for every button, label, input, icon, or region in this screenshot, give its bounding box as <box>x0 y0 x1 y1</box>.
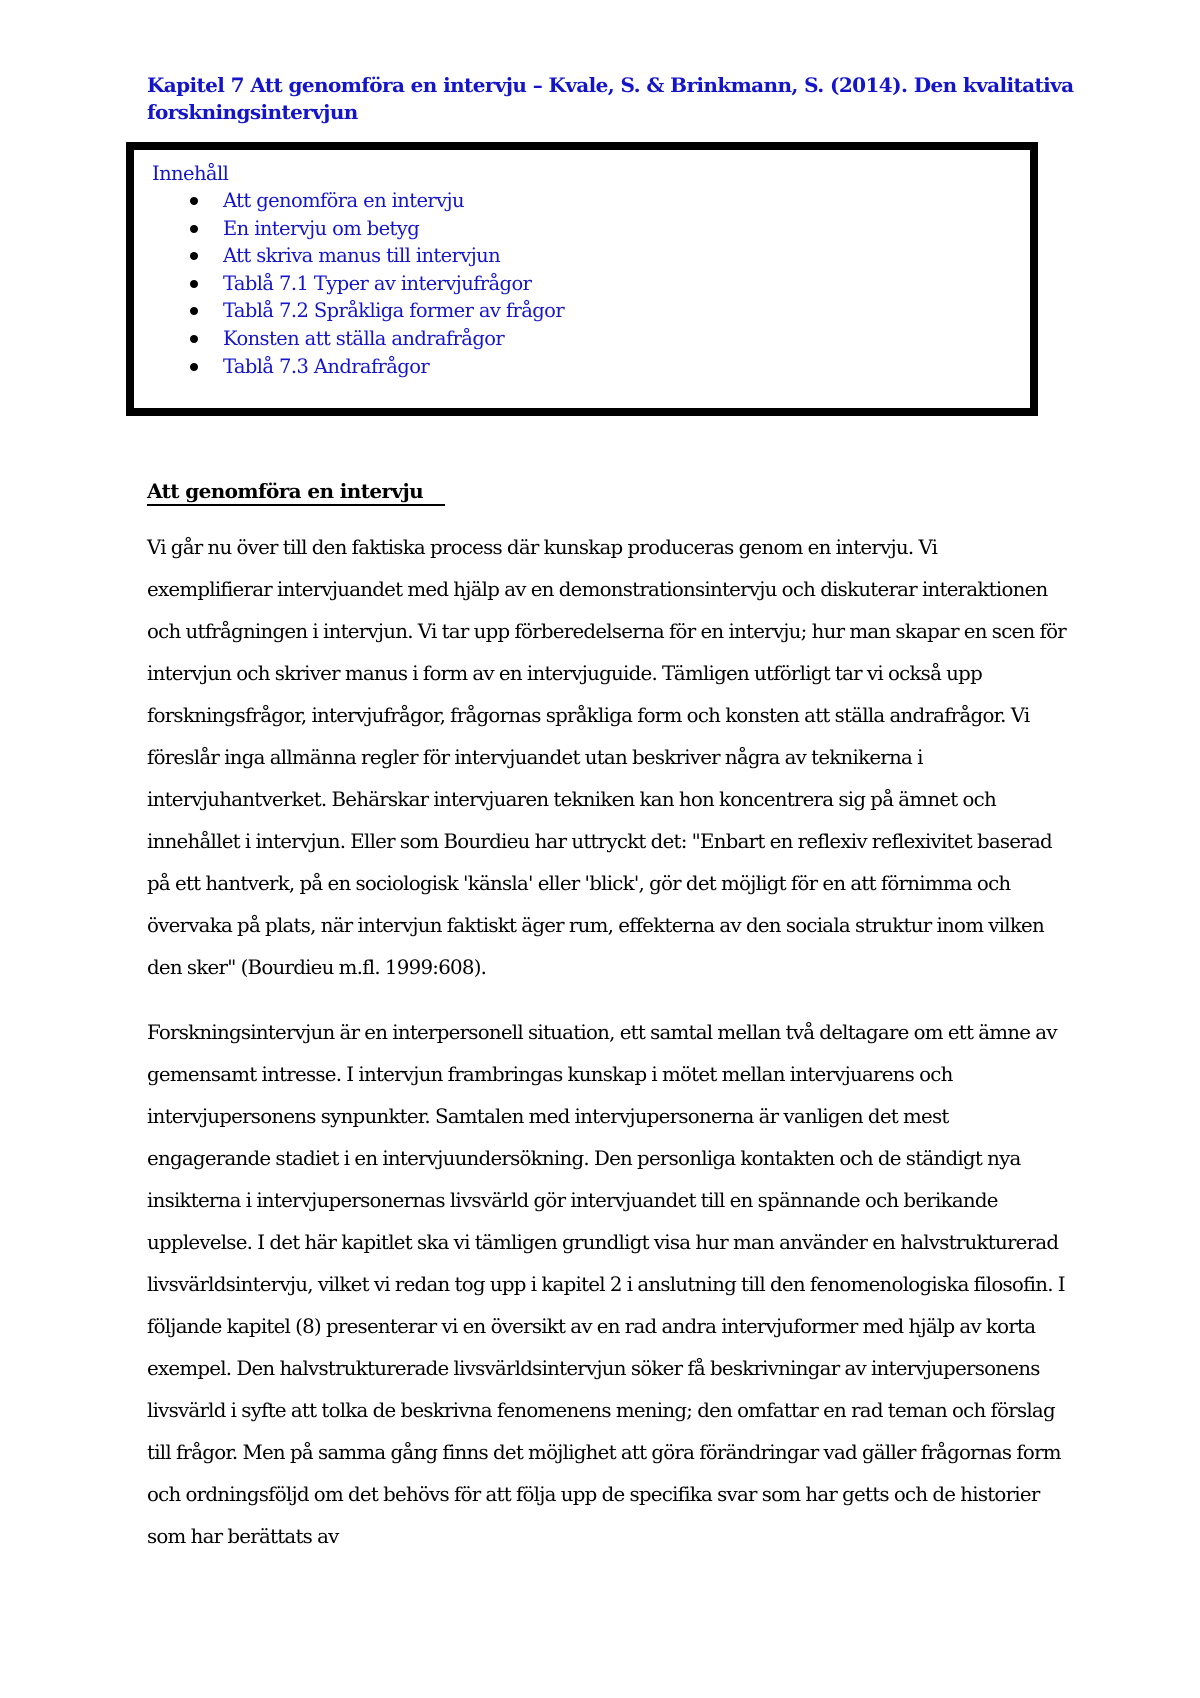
toc-link[interactable]: Att skriva manus till intervjun <box>223 244 501 268</box>
toc-item[interactable] <box>134 325 564 353</box>
bullet-icon <box>190 252 198 260</box>
bullet-icon <box>190 307 198 315</box>
toc-item[interactable] <box>134 187 564 215</box>
toc-link[interactable]: Tablå 7.3 Andrafrågor <box>223 354 430 378</box>
section-heading <box>147 478 445 506</box>
toc-item[interactable] <box>134 242 564 270</box>
bullet-icon <box>190 363 198 371</box>
table-of-contents <box>126 142 1038 416</box>
toc-link[interactable]: En intervju om betyg <box>223 216 420 240</box>
toc-link[interactable]: Tablå 7.1 Typer av intervjufrågor <box>223 271 532 295</box>
document-title: Kapitel 7 Att genomföra en intervju – Kvale, S. & Brinkmann, S. (2014). Den kvalitativa forskningsintervjun <box>147 73 1074 124</box>
body-paragraph: Forskningsintervjun är en interpersonell situation, ett samtal mellan två deltagare om ett ämne av gemensamt intresse. I intervjun frambringas kunskap i mötet mellan intervjuarens och intervjupersonens synpunkter. Samtalen med intervjupersonerna är vanligen det mest engagerande stadiet i en intervjuundersökning. Den personliga kontakten och de ständigt nya insikterna i intervjupersonernas livsvärld gör intervjuandet till en spännande och berikande upplevelse. I det här kapitlet ska vi tämligen grundligt visa hur man använder en halvstrukturerad livsvärldsintervju, vilket vi redan tog upp i kapitel 2 i anslutning till den fenomenologiska filosofin. I följande kapitel (8) presenterar vi en översikt av en rad andra intervjuformer med hjälp av korta exempel. Den halvstrukturerade livsvärldsintervjun söker få beskrivningar av intervjupersonens livsvärld i syfte att tolka de beskrivna fenomenens mening; den omfattar en rad teman och förslag till frågor. Men på samma gång finns det möjlighet att göra förändringar vad gäller frågornas form och ordningsföljd om det behövs för att följa upp de specifika svar som har getts och de historier som har berättats av <box>147 1021 1065 1548</box>
toc-link[interactable]: Tablå 7.2 Språkliga former av frågor <box>223 299 565 323</box>
toc-heading: Innehåll <box>152 162 229 185</box>
bullet-icon <box>190 225 198 233</box>
toc-link[interactable]: Konsten att ställa andrafrågor <box>223 326 505 350</box>
section-heading-text: Att genomföra en intervju <box>147 479 424 503</box>
toc-item[interactable] <box>134 353 564 381</box>
toc-item[interactable] <box>134 215 564 243</box>
bullet-icon <box>190 197 198 205</box>
toc-link[interactable]: Att genomföra en intervju <box>223 189 464 212</box>
toc-item[interactable] <box>134 270 564 298</box>
bullet-icon <box>190 280 198 288</box>
toc-item[interactable] <box>134 297 564 325</box>
bullet-icon <box>190 335 198 343</box>
toc-list <box>134 187 564 380</box>
body-paragraph: Vi går nu över till den faktiska process där kunskap produceras genom en intervju. Vi exemplifierar intervjuandet med hjälp av en demonstrationsintervju och diskuterar interaktionen och utfrågningen i intervjun. Vi tar upp förberedelserna för en intervju; hur man skapar en scen för intervjun och skriver manus i form av en intervjuguide. Tämligen utförligt tar vi också upp forskningsfrågor, intervjufrågor, frågornas språkliga form och konsten att ställa andrafrågor. Vi föreslår inga allmänna regler för intervjuandet utan beskriver några av teknikerna i intervjuhantverket. Behärskar intervjuaren tekniken kan hon koncentrera sig på ämnet och innehållet i intervjun. Eller som Bourdieu har uttryckt det: "Enbart en reflexiv reflexivitet baserad på ett hantverk, på en sociologisk 'känsla' eller 'blick', gör det möjligt för en att förnimma och övervaka på plats, när intervjun faktiskt äger rum, effekterna av den sociala struktur inom vilken den sker" (Bourdieu m.fl. 1999:608). <box>147 536 1066 979</box>
